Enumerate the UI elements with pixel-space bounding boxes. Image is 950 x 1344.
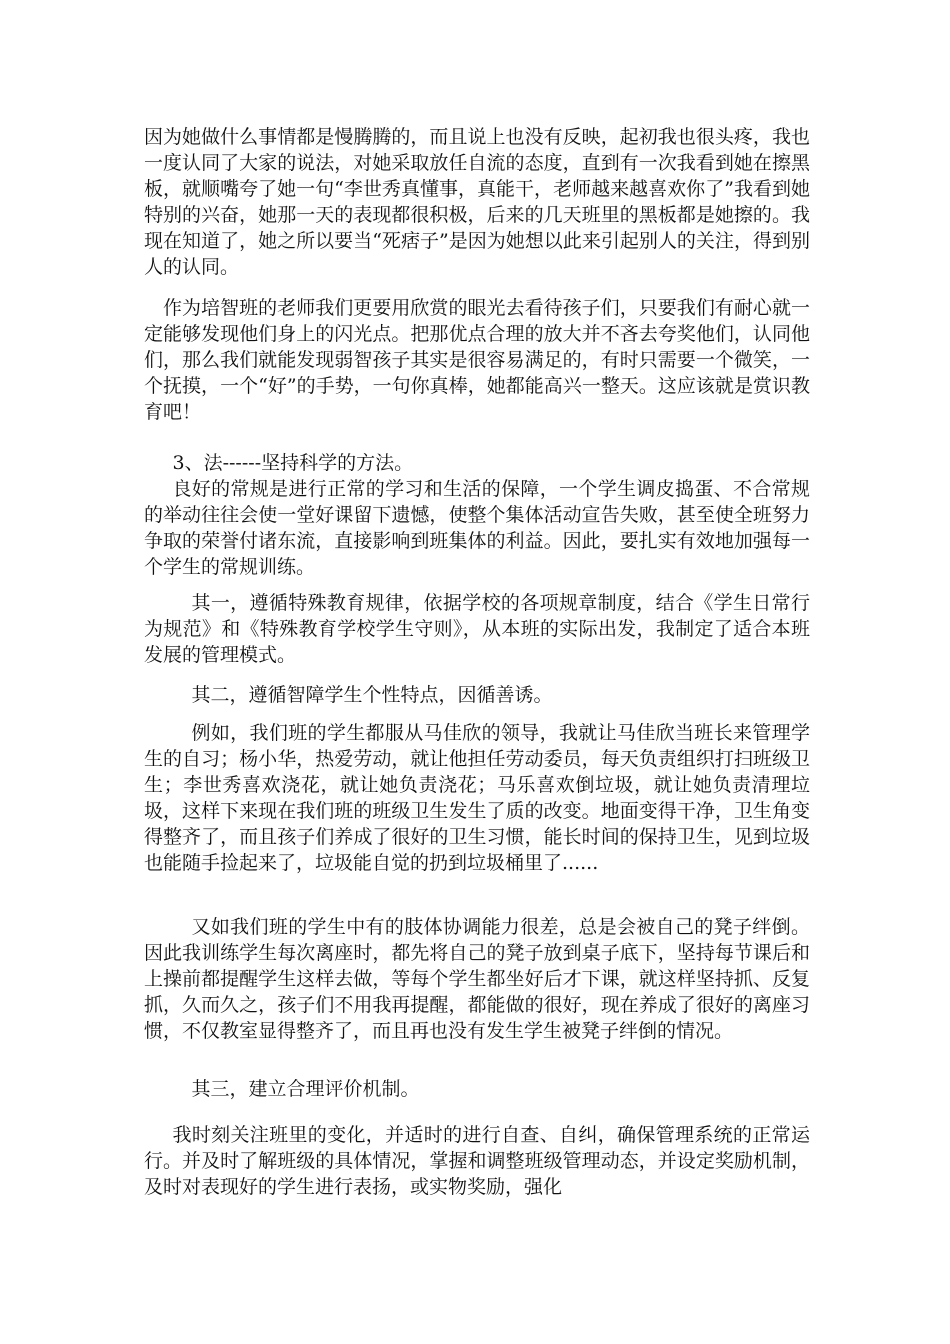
paragraph-example-roles: 例如，我们班的学生都服从马佳欣的领导，我就让马佳欣当班长来管理学生的自习；杨小华，热爱劳动，就让他担任劳动委员，每天负责组织打扫班级卫生；李世秀喜欢浇花，就让她负责浇花；马乐喜欢倒垃圾，就让她负责清理垃圾，这样下来现在我们班的班级卫生发生了质的改变。地面变得干净，卫生角变得整齐了，而且孩子们养成了很好的卫生习惯，能长时间的保持卫生，见到垃圾也能随手捡起来了，垃圾能自觉的扔到垃圾桶里了...... [144, 722, 810, 874]
paragraph-third-point: 其三，建立合理评价机制。 [191, 1078, 420, 1100]
paragraph-evaluation: 我时刻关注班里的变化，并适时的进行自查、自纠，确保管理系统的正常运行。并及时了解班级的具体情况，掌握和调整班级管理动态，并设定奖励机制，及时对表现好的学生进行表扬，或实物奖励，强化 [144, 1124, 810, 1198]
paragraph-routine: 良好的常规是进行正常的学习和生活的保障，一个学生调皮捣蛋、不合常规的举动往往会使一堂好课留下遗憾，使整个集体活动宣告失败，甚至使全班努力争取的荣誉付诸东流，直接影响到班集体的利益。因此，要扎实有效地加强每一个学生的常规训练。 [144, 478, 810, 578]
paragraph-first-point: 其一，遵循特殊教育规律，依据学校的各项规章制度，结合《学生日常行为规范》和《特殊教育学校学生守则》，从本班的实际出发，我制定了适合本班发展的管理模式。 [144, 592, 810, 666]
section-heading-method: 3、法------坚持科学的方法。 [172, 452, 414, 474]
section-method [144, 450, 810, 580]
paragraph-story-continued: 因为她做什么事情都是慢腾腾的，而且说上也没有反映，起初我也很头疼，我也一度认同了大家的说法，对她采取放任自流的态度，直到有一次我看到她在擦黑板，就顺嘴夸了她一句“李世秀真懂事，真能干，老师越来越喜欢你了”我看到她特别的兴奋，她那一天的表现都很积极，后来的几天班里的黑板都是她擦的。我现在知道了，她之所以要当“死痞子”是因为她想以此来引起别人的关注，得到别人的认同。 [144, 126, 810, 278]
paragraph-second-point: 其二，遵循智障学生个性特点，因循善诱。 [191, 684, 553, 706]
paragraph-example-stools: 又如我们班的学生中有的肢体协调能力很差，总是会被自己的凳子绊倒。因此我训练学生每次离座时，都先将自己的凳子放到桌子底下，坚持每节课后和上操前都提醒学生这样去做，等每个学生都坐好后才下课，就这样坚持抓、反复抓，久而久之，孩子们不用我再提醒，都能做的很好，现在养成了很好的离座习惯，不仅教室显得整齐了，而且再也没有发生学生被凳子绊倒的情况。 [144, 916, 810, 1042]
paragraph-appreciation: 作为培智班的老师我们更要用欣赏的眼光去看待孩子们，只要我们有耐心就一定能够发现他们身上的闪光点。把那优点合理的放大并不吝去夸奖他们，认同他们，那么我们就能发现弱智孩子其实是很容易满足的，有时只需要一个微笑，一个抚摸，一个“好”的手势，一句你真棒，她都能高兴一整天。这应该就是赏识教育吧！ [144, 297, 810, 423]
